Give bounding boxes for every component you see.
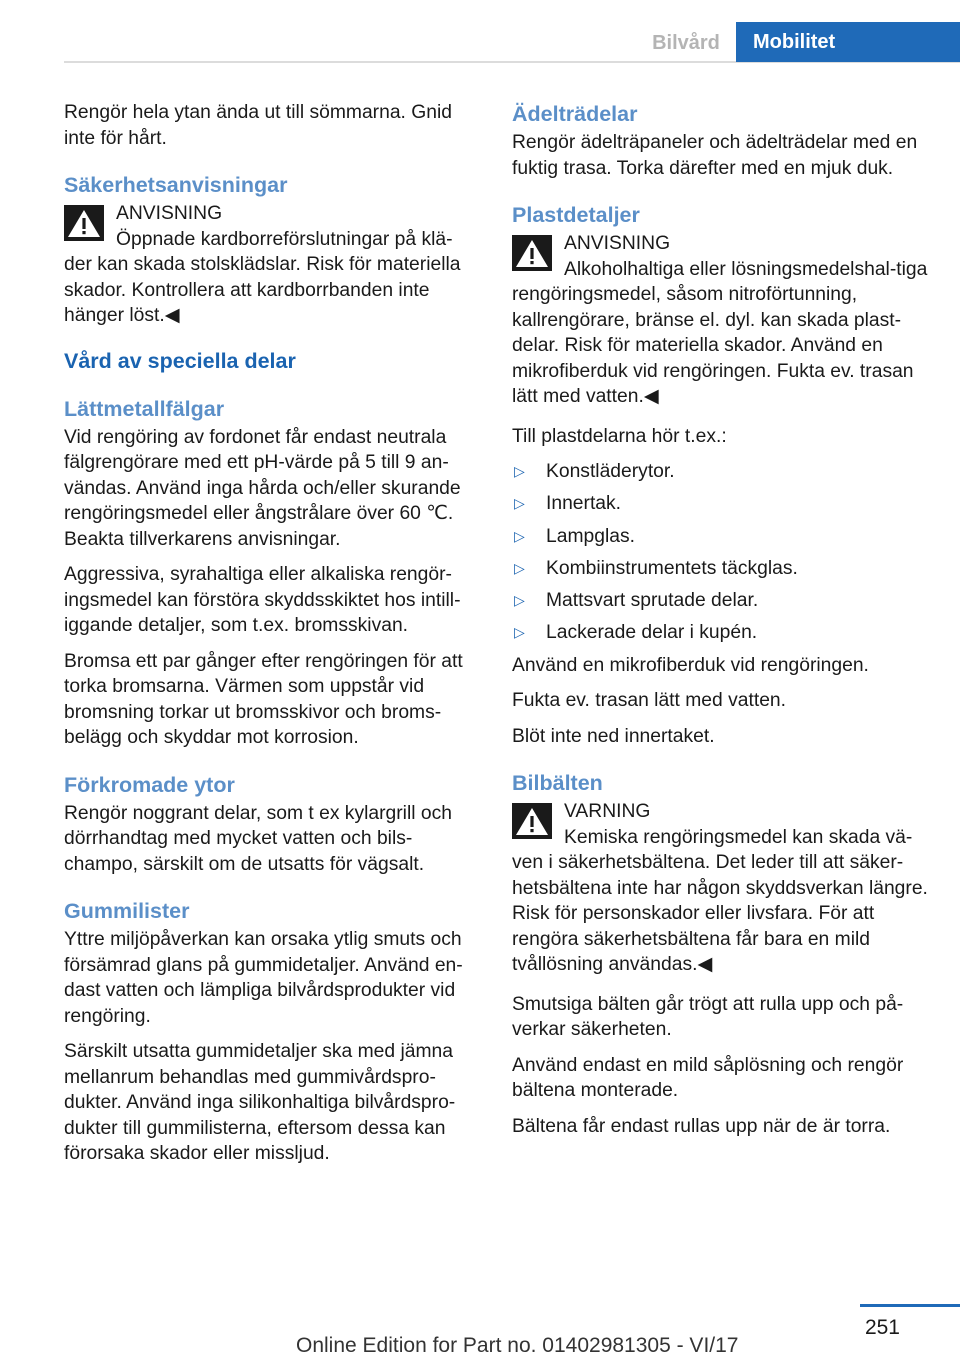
plastic-list-intro: Till plastdelarna hör t.ex.:: [512, 425, 727, 447]
belt-heading: Bilbälten: [512, 771, 603, 796]
intro-paragraph: Rengör hela ytan ända ut till sömmarna. Gnid inte för hårt.: [64, 102, 452, 149]
safety-heading: Säkerhetsanvisningar: [64, 173, 288, 197]
rubber-heading: Gummilister: [64, 899, 190, 923]
section-tab-previous[interactable]: Bilvård: [652, 32, 720, 54]
safety-warning: [64, 201, 480, 329]
belt-warning: [512, 799, 928, 978]
plastic-paragraph-1: Använd en mikrofiberduk vid rengöringen.: [512, 654, 869, 676]
warning-title: ANVISNING: [116, 203, 223, 224]
triangle-bullet-icon: ▷: [514, 463, 525, 479]
triangle-bullet-icon: ▷: [514, 559, 525, 576]
wood-heading: Ädelträdelar: [512, 102, 638, 126]
page-number: 251: [864, 1316, 900, 1339]
section-tab-current[interactable]: Mobilitet: [736, 22, 960, 62]
right-column: [512, 100, 928, 1149]
warning-title: ANVISNING: [564, 233, 671, 254]
plastic-warning: [512, 231, 928, 410]
triangle-bullet-icon: ▷: [514, 592, 525, 609]
warning-text: Alkoholhaltiga eller lösningsmedelshal-tiga rengöringsmedel, såsom nitroförtunning, kallrengörare, bränse el. dyl. kan skada plast-delar. Risk för materiella skador. Använd en mikrofiberduk vid rengöringen. Fukta ev. trasan lätt med vatten.◀: [512, 258, 928, 407]
footer-rule: [860, 1304, 960, 1307]
care-heading: Vård av speciella delar: [64, 348, 296, 373]
rubber-paragraph-1: Yttre miljöpåverkan kan orsaka ytlig smuts och försämrad glans på gummidetaljer. Använd en-dast vatten och lämpliga bilvårdsprodukter vid rengöring.: [64, 929, 463, 1027]
alloy-paragraph-3: Bromsa ett par gånger efter rengöringen för att torka bromsarna. Värmen som uppstår vid bromsning torkar ut bromsskivor och broms-belägg och skyddar mot korrosion.: [64, 650, 463, 748]
list-item: ▷ Lampglas.: [512, 524, 928, 550]
rubber-paragraph-2: Särskilt utsatta gummidetaljer ska med jämna mellanrum behandlas med gummivårdspro-dukter. Använd inga silikonhaltiga bilvårdspro-dukter till gummilisterna, eftersom dessa kan förorsaka skador eller missljud.: [64, 1041, 456, 1164]
belt-paragraph-1: Smutsiga bälten går trögt att rulla upp och på-verkar säkerheten.: [512, 993, 904, 1041]
list-item: ▷ Lackerade delar i kupén.: [512, 620, 928, 646]
chrome-heading: Förkromade ytor: [64, 772, 235, 797]
wood-paragraph: Rengör ädelträpaneler och ädelträdelar med en fuktig trasa. Torka därefter med en mjuk duk.: [512, 132, 918, 179]
plastic-paragraph-2: Fukta ev. trasan lätt med vatten.: [512, 690, 786, 712]
left-column: [64, 100, 480, 1177]
edition-footer: Online Edition for Part no. 01402981305 - VI/17: [296, 1334, 739, 1357]
warning-triangle-icon: [512, 803, 552, 839]
list-item: ▷ Konstläderytor.: [512, 459, 928, 485]
triangle-bullet-icon: ▷: [514, 495, 525, 512]
chrome-paragraph: Rengör noggrant delar, som t ex kylargrill och dörrhandtag med mycket vatten och bils-champo, särskilt om de utsatts för vägsalt.: [64, 802, 452, 875]
triangle-bullet-icon: ▷: [514, 624, 525, 641]
plastic-paragraph-3: Blöt inte ned innertaket.: [512, 725, 715, 747]
list-item: ▷ Innertak.: [512, 491, 928, 517]
warning-text: Kemiska rengöringsmedel kan skada vä-ven i säkerhetsbältena. Det leder till att säker-hetsbältena inte har någon skyddsverkan längre. Risk för personskador eller livsfara. För att rengöra säkerhetsbältena får bara en mild tvållösning användas.◀: [512, 826, 928, 976]
alloy-paragraph-1: Vid rengöring av fordonet får endast neutrala fälgrengörare med ett pH-värde på 5 till 9 an-vändas. Använd inga hårda och/eller skurande rengöringsmedel eller ångstrålare över 60 ℃. Beakta tillverkarens anvisningar.: [64, 426, 461, 550]
triangle-bullet-icon: ▷: [514, 527, 525, 544]
alloy-heading: Lättmetallfälgar: [64, 396, 225, 421]
warning-title: VARNING: [564, 801, 651, 823]
warning-triangle-icon: [512, 235, 552, 271]
alloy-paragraph-2: Aggressiva, syrahaltiga eller alkaliska rengör-ingsmedel kan förstöra skyddsskiktet hos intill-iggande detaljer, som t.ex. bromsskivan.: [64, 564, 461, 636]
list-item: ▷ Kombiinstrumentets täckglas.: [512, 556, 928, 582]
plastic-list: [512, 459, 928, 646]
belt-paragraph-2: Använd endast en mild såplösning och rengör bältena monterade.: [512, 1054, 904, 1102]
list-item: ▷ Mattsvart sprutade delar.: [512, 588, 928, 614]
plastic-heading: Plastdetaljer: [512, 203, 640, 227]
warning-text: Öppnade kardborreförslutningar på klä-der kan skada stolsklädslar. Risk för materiella skador. Kontrollera att kardborrbanden inte hänger löst.◀: [64, 228, 461, 326]
belt-paragraph-3: Bältena får endast rullas upp när de är torra.: [512, 1115, 891, 1137]
warning-triangle-icon: [64, 205, 104, 241]
